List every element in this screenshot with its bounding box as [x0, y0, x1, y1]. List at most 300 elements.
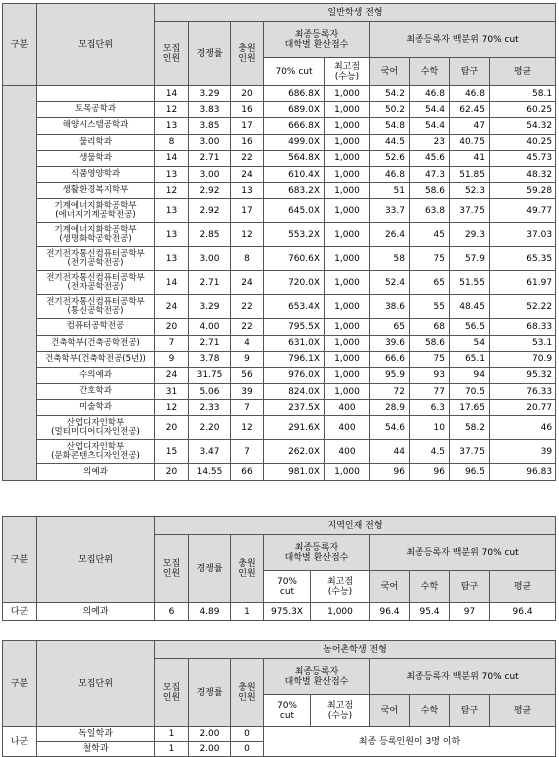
quota-cell: 13: [155, 118, 189, 134]
quota-cell: 14: [155, 150, 189, 166]
unit-cell: [37, 86, 155, 102]
table-row: [3, 134, 556, 150]
rate-cell: 4.00: [189, 319, 231, 335]
unit-cell: 철학과: [37, 742, 155, 757]
regional-admission-table: [2, 516, 556, 621]
math-cell: 95.4: [410, 603, 450, 621]
header-cut: 70% cut: [264, 571, 311, 603]
cut-cell: 683.2X: [264, 183, 325, 199]
table-row: [3, 295, 556, 319]
quota-cell: 20: [155, 416, 189, 440]
inquiry-cell: 52.3: [450, 183, 490, 199]
cut-cell: 689.0X: [264, 102, 325, 118]
cut-cell: 237.5X: [264, 400, 325, 416]
inquiry-cell: 47: [450, 118, 490, 134]
header-group: 구분: [3, 517, 37, 603]
rate-cell: 4.89: [189, 603, 231, 621]
max-cell: 400: [325, 416, 370, 440]
header-math: 수학: [410, 58, 450, 86]
cut-cell: 976.0X: [264, 367, 325, 383]
kor-cell: 96: [370, 464, 410, 480]
kor-cell: 54.6: [370, 416, 410, 440]
average-cell: 68.33: [490, 319, 556, 335]
header-average: 평균: [490, 695, 556, 727]
general-admission-table: [2, 3, 556, 481]
table-row: [3, 416, 556, 440]
quota-cell: 13: [155, 166, 189, 182]
kor-cell: 66.6: [370, 351, 410, 367]
cut-cell: 610.4X: [264, 166, 325, 182]
section-title: 일반학생 전형: [155, 4, 556, 22]
table-row: [3, 199, 556, 223]
note-cell: 최종 등록인원이 3명 이하: [264, 727, 556, 757]
inquiry-cell: 94: [450, 367, 490, 383]
group-label: 나군: [3, 727, 37, 757]
average-cell: 52.22: [490, 295, 556, 319]
cut-cell: 553.2X: [264, 223, 325, 247]
table-row: [3, 271, 556, 295]
kor-cell: 54.2: [370, 86, 410, 102]
quota-cell: 13: [155, 223, 189, 247]
cut-cell: 645.0X: [264, 199, 325, 223]
cut-cell: 653.4X: [264, 295, 325, 319]
table-row: [3, 603, 556, 621]
average-cell: 59.28: [490, 183, 556, 199]
header-quota: 모집 인원: [155, 22, 189, 86]
extra-cell: 24: [231, 166, 264, 182]
rate-cell: 2.92: [189, 199, 231, 223]
unit-cell: 식품영양학과: [37, 166, 155, 182]
max-cell: 1,000: [325, 351, 370, 367]
max-cell: 1,000: [325, 183, 370, 199]
header-rate: 경쟁률: [189, 659, 231, 727]
max-cell: 1,000: [325, 384, 370, 400]
header-math: 수학: [410, 571, 450, 603]
table-row: [3, 166, 556, 182]
header-quota: 모집 인원: [155, 659, 189, 727]
average-cell: 37.03: [490, 223, 556, 247]
extra-cell: 20: [231, 86, 264, 102]
header-percentile: 최종등록자 백분위 70% cut: [370, 22, 556, 58]
header-unit: 모집단위: [37, 641, 155, 727]
average-cell: 60.25: [490, 102, 556, 118]
header-extra: 충원 인원: [231, 22, 264, 86]
table-row: [3, 183, 556, 199]
average-cell: 54.32: [490, 118, 556, 134]
inquiry-cell: 46.8: [450, 86, 490, 102]
math-cell: 75: [410, 351, 450, 367]
math-cell: 45: [410, 223, 450, 247]
inquiry-cell: 17.65: [450, 400, 490, 416]
table-row: [3, 150, 556, 166]
rate-cell: 14.55: [189, 464, 231, 480]
inquiry-cell: 40.75: [450, 134, 490, 150]
kor-cell: 95.9: [370, 367, 410, 383]
max-cell: 1,000: [325, 86, 370, 102]
kor-cell: 65: [370, 319, 410, 335]
average-cell: 45.73: [490, 150, 556, 166]
header-max: 최고점 (수능): [325, 58, 370, 86]
kor-cell: 26.4: [370, 223, 410, 247]
header-max: 최고점 (수능): [311, 571, 370, 603]
header-percentile: 최종등록자 백분위 70% cut: [370, 659, 556, 695]
extra-cell: 0: [231, 727, 264, 742]
kor-cell: 52.4: [370, 271, 410, 295]
extra-cell: 66: [231, 464, 264, 480]
quota-cell: 7: [155, 335, 189, 351]
extra-cell: 13: [231, 183, 264, 199]
extra-cell: 0: [231, 742, 264, 757]
unit-cell: 수의예과: [37, 367, 155, 383]
unit-cell: 간호학과: [37, 384, 155, 400]
max-cell: 1,000: [325, 150, 370, 166]
quota-cell: 8: [155, 134, 189, 150]
table-row: [3, 440, 556, 464]
cut-cell: 686.8X: [264, 86, 325, 102]
table-row: [3, 102, 556, 118]
rate-cell: 3.85: [189, 118, 231, 134]
extra-cell: 22: [231, 319, 264, 335]
unit-cell: 생물학과: [37, 150, 155, 166]
math-cell: 93: [410, 367, 450, 383]
quota-cell: 1: [155, 727, 189, 742]
average-cell: 49.77: [490, 199, 556, 223]
rate-cell: 5.06: [189, 384, 231, 400]
kor-cell: 46.8: [370, 166, 410, 182]
math-cell: 10: [410, 416, 450, 440]
inquiry-cell: 96.5: [450, 464, 490, 480]
cut-cell: 824.0X: [264, 384, 325, 400]
inquiry-cell: 56.5: [450, 319, 490, 335]
header-rate: 경쟁률: [189, 22, 231, 86]
unit-cell: 토목공학과: [37, 102, 155, 118]
cut-cell: 631.0X: [264, 335, 325, 351]
quota-cell: 12: [155, 183, 189, 199]
quota-cell: 14: [155, 271, 189, 295]
unit-cell: 컴퓨터공학전공: [37, 319, 155, 335]
section-title: 농어촌학생 전형: [155, 641, 556, 659]
header-quota: 모집 인원: [155, 535, 189, 603]
max-cell: 400: [325, 400, 370, 416]
extra-cell: 12: [231, 416, 264, 440]
rate-cell: 3.78: [189, 351, 231, 367]
cut-cell: 720.0X: [264, 271, 325, 295]
inquiry-cell: 57.9: [450, 247, 490, 271]
table-row: [3, 118, 556, 134]
header-kor: 국어: [370, 58, 410, 86]
kor-cell: 44.5: [370, 134, 410, 150]
quota-cell: 24: [155, 367, 189, 383]
kor-cell: 51: [370, 183, 410, 199]
math-cell: 58.6: [410, 183, 450, 199]
quota-cell: 20: [155, 319, 189, 335]
table-row: [3, 247, 556, 271]
table-row: [3, 367, 556, 383]
kor-cell: 38.6: [370, 295, 410, 319]
quota-cell: 12: [155, 102, 189, 118]
kor-cell: 39.6: [370, 335, 410, 351]
quota-cell: 13: [155, 247, 189, 271]
extra-cell: 39: [231, 384, 264, 400]
table-row: [3, 351, 556, 367]
quota-cell: 9: [155, 351, 189, 367]
inquiry-cell: 97: [450, 603, 490, 621]
max-cell: 1,000: [325, 295, 370, 319]
cut-cell: 975.3X: [264, 603, 311, 621]
unit-cell: 독일학과: [37, 727, 155, 742]
max-cell: 1,000: [325, 223, 370, 247]
rate-cell: 2.71: [189, 150, 231, 166]
header-cut: 70% cut: [264, 58, 325, 86]
kor-cell: 54.8: [370, 118, 410, 134]
max-cell: 1,000: [325, 118, 370, 134]
header-kor: 국어: [370, 695, 410, 727]
quota-cell: 12: [155, 400, 189, 416]
math-cell: 63.8: [410, 199, 450, 223]
header-unit: 모집단위: [37, 4, 155, 86]
rate-cell: 2.33: [189, 400, 231, 416]
table-row: [3, 464, 556, 480]
inquiry-cell: 54: [450, 335, 490, 351]
table-row: [3, 223, 556, 247]
average-cell: 40.25: [490, 134, 556, 150]
extra-cell: 24: [231, 271, 264, 295]
math-cell: 54.4: [410, 102, 450, 118]
rate-cell: 2.85: [189, 223, 231, 247]
unit-cell: 미술학과: [37, 400, 155, 416]
math-cell: 58.6: [410, 335, 450, 351]
rural-admission-table: [2, 640, 556, 757]
table-row: [3, 400, 556, 416]
unit-cell: 생활환경복지학부: [37, 183, 155, 199]
average-cell: 39: [490, 440, 556, 464]
inquiry-cell: 37.75: [450, 440, 490, 464]
table-row: [3, 319, 556, 335]
rate-cell: 2.00: [189, 742, 231, 757]
average-cell: 20.77: [490, 400, 556, 416]
quota-cell: 31: [155, 384, 189, 400]
average-cell: 46: [490, 416, 556, 440]
cut-cell: 262.0X: [264, 440, 325, 464]
rate-cell: 3.29: [189, 295, 231, 319]
header-unit: 모집단위: [37, 517, 155, 603]
rate-cell: 3.00: [189, 134, 231, 150]
table-row: [3, 384, 556, 400]
average-cell: 70.9: [490, 351, 556, 367]
kor-cell: 72: [370, 384, 410, 400]
extra-cell: 12: [231, 223, 264, 247]
header-extra: 충원 인원: [231, 659, 264, 727]
average-cell: 96.83: [490, 464, 556, 480]
extra-cell: 9: [231, 351, 264, 367]
max-cell: 1,000: [325, 319, 370, 335]
kor-cell: 50.2: [370, 102, 410, 118]
unit-cell: 기계에너지화학공학부 (생명화학공학전공): [37, 223, 155, 247]
unit-cell: 산업디자인학부 (문화콘텐츠디자인전공): [37, 440, 155, 464]
unit-cell: 전기전자통신컴퓨터공학부 (통신공학전공): [37, 295, 155, 319]
inquiry-cell: 58.2: [450, 416, 490, 440]
cut-cell: 795.5X: [264, 319, 325, 335]
extra-cell: 22: [231, 150, 264, 166]
max-cell: 1,000: [325, 166, 370, 182]
header-math: 수학: [410, 695, 450, 727]
rate-cell: 3.47: [189, 440, 231, 464]
quota-cell: 15: [155, 440, 189, 464]
header-converted-score: 최종등록자 대학별 환산점수: [264, 659, 370, 695]
quota-cell: 1: [155, 742, 189, 757]
rate-cell: 31.75: [189, 367, 231, 383]
cut-cell: 564.8X: [264, 150, 325, 166]
unit-cell: 산업디자인학부 (멀티미디어디자인전공): [37, 416, 155, 440]
header-cut: 70% cut: [264, 695, 311, 727]
max-cell: 1,000: [325, 247, 370, 271]
quota-cell: 24: [155, 295, 189, 319]
max-cell: 1,000: [325, 367, 370, 383]
header-inquiry: 탐구: [450, 571, 490, 603]
kor-cell: 44: [370, 440, 410, 464]
extra-cell: 17: [231, 118, 264, 134]
extra-cell: 17: [231, 199, 264, 223]
math-cell: 96: [410, 464, 450, 480]
max-cell: 1,000: [311, 603, 370, 621]
header-extra: 충원 인원: [231, 535, 264, 603]
quota-cell: 20: [155, 464, 189, 480]
table-row: [3, 86, 556, 102]
header-converted-score: 최종등록자 대학별 환산점수: [264, 22, 370, 58]
kor-cell: 58: [370, 247, 410, 271]
kor-cell: 33.7: [370, 199, 410, 223]
inquiry-cell: 37.75: [450, 199, 490, 223]
math-cell: 47.3: [410, 166, 450, 182]
unit-cell: 건축학부(건축공학전공): [37, 335, 155, 351]
average-cell: 53.1: [490, 335, 556, 351]
math-cell: 23: [410, 134, 450, 150]
rate-cell: 2.20: [189, 416, 231, 440]
math-cell: 75: [410, 247, 450, 271]
kor-cell: 52.6: [370, 150, 410, 166]
average-cell: 58.1: [490, 86, 556, 102]
math-cell: 65: [410, 271, 450, 295]
max-cell: 400: [325, 440, 370, 464]
rate-cell: 3.00: [189, 166, 231, 182]
math-cell: 6.3: [410, 400, 450, 416]
unit-cell: 물리학과: [37, 134, 155, 150]
rate-cell: 3.29: [189, 86, 231, 102]
header-average: 평균: [490, 571, 556, 603]
quota-cell: 6: [155, 603, 189, 621]
inquiry-cell: 29.3: [450, 223, 490, 247]
extra-cell: 4: [231, 335, 264, 351]
extra-cell: 22: [231, 295, 264, 319]
math-cell: 45.6: [410, 150, 450, 166]
kor-cell: 28.9: [370, 400, 410, 416]
unit-cell: 건축학부(건축학전공(5년)): [37, 351, 155, 367]
max-cell: 1,000: [325, 271, 370, 295]
max-cell: 1,000: [325, 464, 370, 480]
inquiry-cell: 70.5: [450, 384, 490, 400]
math-cell: 68: [410, 319, 450, 335]
extra-cell: 56: [231, 367, 264, 383]
quota-cell: 14: [155, 86, 189, 102]
header-converted-score: 최종등록자 대학별 환산점수: [264, 535, 370, 571]
max-cell: 1,000: [325, 335, 370, 351]
average-cell: 65.35: [490, 247, 556, 271]
header-rate: 경쟁률: [189, 535, 231, 603]
inquiry-cell: 41: [450, 150, 490, 166]
quota-cell: 13: [155, 199, 189, 223]
math-cell: 54.4: [410, 118, 450, 134]
cut-cell: 499.0X: [264, 134, 325, 150]
unit-cell: 전기전자통신컴퓨터공학부 (전기공학전공): [37, 247, 155, 271]
rate-cell: 2.71: [189, 335, 231, 351]
inquiry-cell: 48.45: [450, 295, 490, 319]
inquiry-cell: 51.55: [450, 271, 490, 295]
cut-cell: 760.6X: [264, 247, 325, 271]
rate-cell: 3.00: [189, 247, 231, 271]
header-inquiry: 탐구: [450, 58, 490, 86]
rate-cell: 2.00: [189, 727, 231, 742]
header-group: 구분: [3, 4, 37, 86]
inquiry-cell: 65.1: [450, 351, 490, 367]
math-cell: 46.8: [410, 86, 450, 102]
average-cell: 48.32: [490, 166, 556, 182]
cut-cell: 796.1X: [264, 351, 325, 367]
extra-cell: 8: [231, 247, 264, 271]
unit-cell: 전기전자통신컴퓨터공학부 (전자공학전공): [37, 271, 155, 295]
unit-cell: 의예과: [37, 603, 155, 621]
rate-cell: 3.83: [189, 102, 231, 118]
average-cell: 76.33: [490, 384, 556, 400]
math-cell: 55: [410, 295, 450, 319]
group-label: [3, 86, 37, 481]
extra-cell: 16: [231, 102, 264, 118]
math-cell: 4.5: [410, 440, 450, 464]
inquiry-cell: 62.45: [450, 102, 490, 118]
cut-cell: 291.6X: [264, 416, 325, 440]
math-cell: 77: [410, 384, 450, 400]
kor-cell: 96.4: [370, 603, 410, 621]
header-inquiry: 탐구: [450, 695, 490, 727]
extra-cell: 16: [231, 134, 264, 150]
max-cell: 1,000: [325, 199, 370, 223]
average-cell: 95.32: [490, 367, 556, 383]
extra-cell: 7: [231, 440, 264, 464]
cut-cell: 981.0X: [264, 464, 325, 480]
table-row: [3, 727, 556, 742]
header-percentile: 최종등록자 백분위 70% cut: [370, 535, 556, 571]
header-average: 평균: [490, 58, 556, 86]
unit-cell: 기계에너지화학공학부 (에너지기계공학전공): [37, 199, 155, 223]
header-kor: 국어: [370, 571, 410, 603]
unit-cell: 해양시스템공학과: [37, 118, 155, 134]
section-title: 지역인재 전형: [155, 517, 556, 535]
rate-cell: 2.71: [189, 271, 231, 295]
max-cell: 1,000: [325, 102, 370, 118]
extra-cell: 7: [231, 400, 264, 416]
cut-cell: 666.8X: [264, 118, 325, 134]
average-cell: 96.4: [490, 603, 556, 621]
header-group: 구분: [3, 641, 37, 727]
group-label: 다군: [3, 603, 37, 621]
max-cell: 1,000: [325, 134, 370, 150]
average-cell: 61.97: [490, 271, 556, 295]
inquiry-cell: 51.85: [450, 166, 490, 182]
header-max: 최고점 (수능): [311, 695, 370, 727]
table-row: [3, 335, 556, 351]
unit-cell: 의예과: [37, 464, 155, 480]
rate-cell: 2.92: [189, 183, 231, 199]
extra-cell: 1: [231, 603, 264, 621]
